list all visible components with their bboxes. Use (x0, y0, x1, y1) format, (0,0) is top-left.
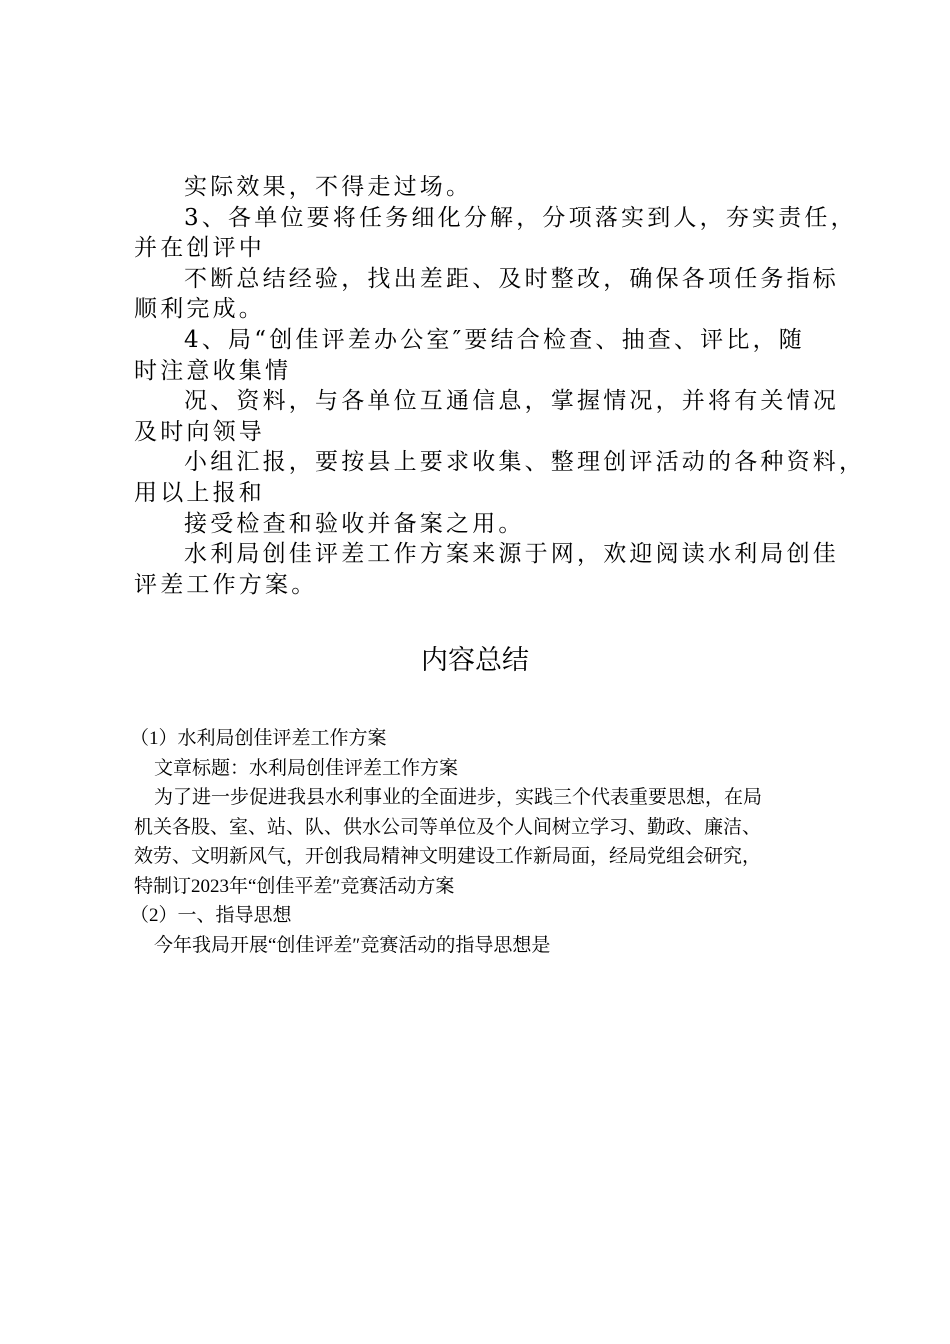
summary-section (130, 724, 834, 960)
paragraph-line: 并在创评中 (134, 235, 265, 262)
paragraph-line: 及时向领导 (134, 418, 265, 445)
summary-line: 今年我局开展“创佳评差″竞赛活动的指导思想是 (154, 934, 551, 956)
summary-item-heading: （1）水利局创佳评差工作方案 (130, 728, 387, 749)
paragraph-line: 4、局“创佳评差办公室″要结合检查、抽查、评比，随 (184, 326, 805, 353)
summary-item-heading: （2）一、指导思想 (130, 905, 292, 926)
paragraph-line: 时注意收集情 (134, 357, 292, 384)
paragraph-line: 实际效果，不得走过场。 (184, 174, 473, 200)
paragraph-line: 小组汇报，要按县上要求收集、整理创评活动的各种资料， (184, 449, 866, 476)
paragraph-line: 水利局创佳评差工作方案来源于网，欢迎阅读水利局创佳 (184, 541, 839, 568)
summary-heading: 内容总结 (421, 645, 529, 676)
summary-line: 机关各股、室、站、队、供水公司等单位及个人间树立学习、勤政、廉洁、 (134, 816, 762, 838)
paragraph-line: 3、各单位要将任务细化分解，分项落实到人，夯实责任， (184, 204, 857, 231)
paragraph-line: 用以上报和 (134, 479, 265, 506)
summary-line: 效劳、文明新风气，开创我局精神文明建设工作新局面，经局党组会研究， (134, 846, 762, 867)
paragraph-line: 况、资料，与各单位互通信息，掌握情况，并将有关情况 (184, 388, 839, 415)
summary-line: 文章标题：水利局创佳评差工作方案 (154, 757, 459, 779)
paragraph-line: 评差工作方案。 (134, 571, 318, 598)
paragraph-line: 顺利完成。 (134, 296, 265, 323)
body-text (134, 172, 866, 600)
summary-line: 特制订2023年“创佳平差″竞赛活动方案 (134, 875, 455, 897)
paragraph-line: 接受检查和验收并备案之用。 (184, 510, 525, 537)
summary-line: 为了进一步促进我县水利事业的全面进步，实践三个代表重要思想，在局 (154, 787, 763, 808)
paragraph-line: 不断总结经验，找出差距、及时整改，确保各项任务指标 (184, 265, 839, 292)
